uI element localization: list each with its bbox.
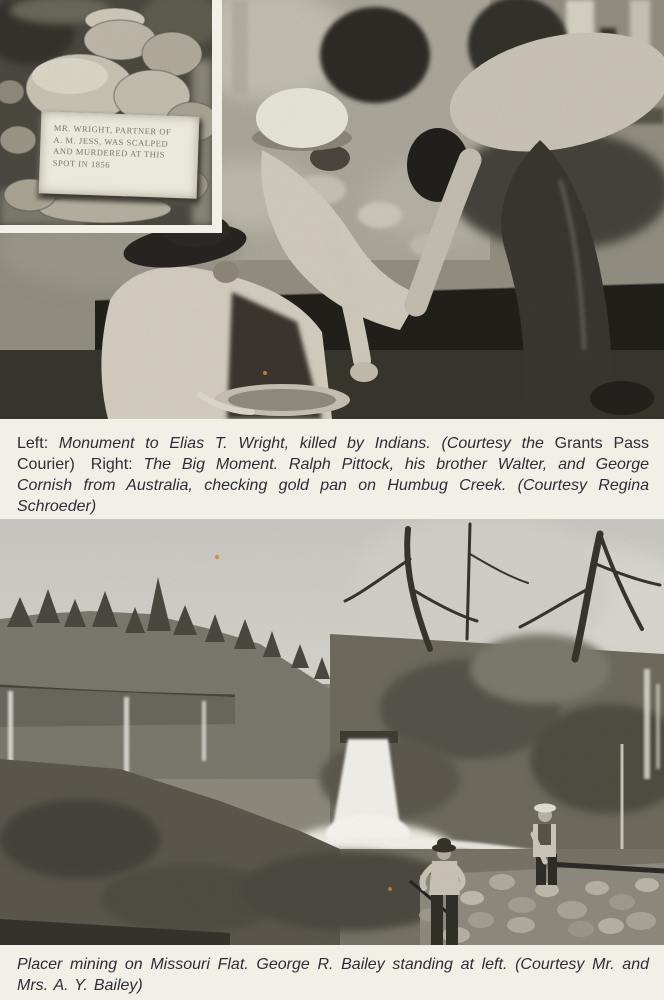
monument-photo (0, 0, 222, 233)
caption-bottom (0, 945, 664, 1000)
caption-text-placer: Placer mining on Missouri Flat. George R. Bailey standing at left. (Courtesy Mr. and Mrs. A. Y. Bailey) (17, 956, 649, 994)
caption-top (0, 419, 664, 519)
plaque-line: MR. WRIGHT, PARTNER OF (53, 122, 172, 137)
top-photo-collage (0, 0, 664, 419)
plaque-line: AND MURDERED AT THIS (52, 145, 166, 160)
caption-text-monument: Monument to Elias T. Wright, killed by Indians. (Courtesy the (58, 435, 555, 452)
plaque-line: A. M. JESS, WAS SCALPED (53, 134, 169, 149)
placer-mining-image (0, 519, 664, 945)
caption-credit-courier: Grants Pass Courier) (17, 435, 650, 473)
caption-label-right: Right: (90, 456, 144, 473)
monument-plaque (39, 111, 200, 198)
plaque-line: SPOT IN 1856 (52, 157, 111, 170)
placer-mining-photo (0, 519, 664, 945)
caption-text-big-moment: The Big Moment. Ralph Pittock, his brother Walter, and George Cornish from Australia, checking gold pan on Humbug Creek. (Courtesy Regina Schroeder) (17, 456, 650, 515)
caption-label-left: Left: (17, 435, 59, 452)
